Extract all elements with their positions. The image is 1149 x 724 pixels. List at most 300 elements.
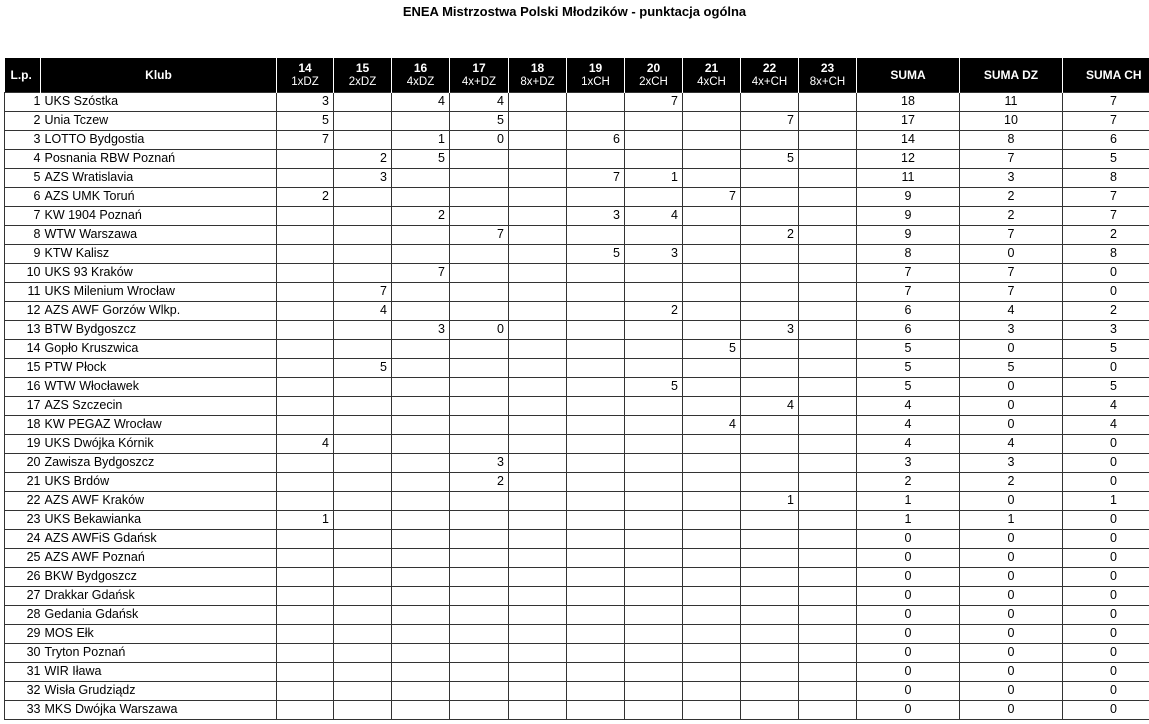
row-points-event-8 bbox=[741, 263, 799, 282]
row-suma-dz: 0 bbox=[960, 567, 1063, 586]
row-points-event-0 bbox=[277, 339, 334, 358]
row-points-event-0 bbox=[277, 168, 334, 187]
table-row bbox=[5, 681, 1149, 700]
row-points-event-3 bbox=[450, 700, 509, 719]
header-event-number: 19 bbox=[588, 60, 603, 75]
row-suma: 0 bbox=[857, 700, 960, 719]
row-lp: 18 bbox=[5, 415, 41, 434]
row-points-event-1 bbox=[334, 510, 392, 529]
row-suma-dz: 3 bbox=[960, 320, 1063, 339]
header-event-number: 14 bbox=[298, 60, 312, 75]
row-points-event-0 bbox=[277, 282, 334, 301]
row-points-event-7 bbox=[683, 168, 741, 187]
row-suma-ch: 2 bbox=[1063, 301, 1149, 320]
row-suma-dz: 0 bbox=[960, 681, 1063, 700]
row-points-event-3 bbox=[450, 491, 509, 510]
row-suma: 7 bbox=[857, 282, 960, 301]
row-points-event-7 bbox=[683, 529, 741, 548]
row-points-event-2 bbox=[392, 662, 450, 681]
row-points-event-7 bbox=[683, 225, 741, 244]
row-suma-ch: 0 bbox=[1063, 624, 1149, 643]
row-points-event-7 bbox=[683, 358, 741, 377]
row-points-event-0 bbox=[277, 396, 334, 415]
row-suma-ch: 1 bbox=[1063, 491, 1149, 510]
row-points-event-2 bbox=[392, 244, 450, 263]
row-points-event-1 bbox=[334, 339, 392, 358]
row-suma-dz: 0 bbox=[960, 662, 1063, 681]
row-points-event-2 bbox=[392, 510, 450, 529]
row-club: UKS Dwójka Kórnik bbox=[41, 434, 277, 453]
row-points-event-4 bbox=[509, 187, 567, 206]
row-points-event-8 bbox=[741, 605, 799, 624]
header-event-name: 4x+DZ bbox=[461, 75, 497, 88]
row-points-event-8 bbox=[741, 681, 799, 700]
row-points-event-1 bbox=[334, 548, 392, 567]
row-points-event-3: 4 bbox=[450, 92, 509, 111]
row-suma-dz: 7 bbox=[960, 282, 1063, 301]
row-points-event-7 bbox=[683, 396, 741, 415]
row-points-event-8 bbox=[741, 282, 799, 301]
row-points-event-6 bbox=[625, 263, 683, 282]
row-points-event-6 bbox=[625, 415, 683, 434]
row-points-event-6 bbox=[625, 339, 683, 358]
row-points-event-5: 3 bbox=[567, 206, 625, 225]
row-points-event-2 bbox=[392, 396, 450, 415]
row-lp: 15 bbox=[5, 358, 41, 377]
header-event-0 bbox=[277, 58, 334, 92]
row-points-event-9 bbox=[799, 339, 857, 358]
table-row bbox=[5, 586, 1149, 605]
row-points-event-4 bbox=[509, 263, 567, 282]
row-club: AZS AWF Kraków bbox=[41, 491, 277, 510]
row-points-event-9 bbox=[799, 453, 857, 472]
row-points-event-1: 5 bbox=[334, 358, 392, 377]
header-lp: L.p. bbox=[5, 58, 41, 92]
row-suma: 0 bbox=[857, 662, 960, 681]
row-points-event-0 bbox=[277, 149, 334, 168]
row-points-event-0 bbox=[277, 548, 334, 567]
row-points-event-4 bbox=[509, 510, 567, 529]
row-points-event-7 bbox=[683, 92, 741, 111]
table-row bbox=[5, 187, 1149, 206]
row-points-event-5 bbox=[567, 111, 625, 130]
row-points-event-2 bbox=[392, 472, 450, 491]
row-suma-ch: 7 bbox=[1063, 187, 1149, 206]
row-points-event-6 bbox=[625, 681, 683, 700]
row-points-event-2 bbox=[392, 700, 450, 719]
row-points-event-1 bbox=[334, 586, 392, 605]
row-points-event-1 bbox=[334, 681, 392, 700]
table-row bbox=[5, 377, 1149, 396]
row-club: AZS Wratislavia bbox=[41, 168, 277, 187]
row-suma: 12 bbox=[857, 149, 960, 168]
row-points-event-4 bbox=[509, 377, 567, 396]
row-suma: 0 bbox=[857, 529, 960, 548]
row-points-event-0 bbox=[277, 681, 334, 700]
row-points-event-5 bbox=[567, 301, 625, 320]
row-points-event-3 bbox=[450, 339, 509, 358]
table-row bbox=[5, 358, 1149, 377]
table-row bbox=[5, 320, 1149, 339]
row-points-event-7 bbox=[683, 206, 741, 225]
row-points-event-5 bbox=[567, 529, 625, 548]
row-club: UKS Szóstka bbox=[41, 92, 277, 111]
row-points-event-5 bbox=[567, 263, 625, 282]
row-points-event-2: 4 bbox=[392, 92, 450, 111]
row-suma-ch: 4 bbox=[1063, 415, 1149, 434]
row-points-event-3: 2 bbox=[450, 472, 509, 491]
row-points-event-8: 2 bbox=[741, 225, 799, 244]
row-points-event-4 bbox=[509, 168, 567, 187]
row-points-event-6 bbox=[625, 130, 683, 149]
row-points-event-4 bbox=[509, 358, 567, 377]
row-points-event-8 bbox=[741, 453, 799, 472]
row-points-event-4 bbox=[509, 320, 567, 339]
row-points-event-9 bbox=[799, 377, 857, 396]
row-suma-dz: 1 bbox=[960, 510, 1063, 529]
table-row bbox=[5, 301, 1149, 320]
row-lp: 16 bbox=[5, 377, 41, 396]
row-points-event-5 bbox=[567, 643, 625, 662]
row-points-event-5 bbox=[567, 662, 625, 681]
row-lp: 4 bbox=[5, 149, 41, 168]
row-suma-ch: 0 bbox=[1063, 472, 1149, 491]
header-event-number: 20 bbox=[646, 60, 661, 75]
row-lp: 3 bbox=[5, 130, 41, 149]
row-points-event-8 bbox=[741, 206, 799, 225]
header-event-name: 2xDZ bbox=[348, 75, 377, 88]
row-points-event-4 bbox=[509, 339, 567, 358]
row-lp: 26 bbox=[5, 567, 41, 586]
row-lp: 1 bbox=[5, 92, 41, 111]
row-points-event-8 bbox=[741, 472, 799, 491]
row-points-event-7 bbox=[683, 491, 741, 510]
row-suma-ch: 4 bbox=[1063, 396, 1149, 415]
header-event-name: 8x+DZ bbox=[520, 75, 555, 88]
row-lp: 2 bbox=[5, 111, 41, 130]
row-points-event-0 bbox=[277, 244, 334, 263]
table-row bbox=[5, 168, 1149, 187]
row-points-event-6 bbox=[625, 396, 683, 415]
row-points-event-2: 5 bbox=[392, 149, 450, 168]
row-points-event-6 bbox=[625, 282, 683, 301]
header-event-1 bbox=[334, 58, 392, 92]
row-points-event-9 bbox=[799, 529, 857, 548]
row-points-event-9 bbox=[799, 643, 857, 662]
row-points-event-3 bbox=[450, 529, 509, 548]
row-suma-dz: 5 bbox=[960, 358, 1063, 377]
row-points-event-4 bbox=[509, 111, 567, 130]
table-row bbox=[5, 662, 1149, 681]
row-club: AZS UMK Toruń bbox=[41, 187, 277, 206]
header-event-9 bbox=[799, 58, 857, 92]
row-points-event-0 bbox=[277, 453, 334, 472]
row-points-event-6 bbox=[625, 225, 683, 244]
table-row bbox=[5, 111, 1149, 130]
table-row bbox=[5, 643, 1149, 662]
row-points-event-7 bbox=[683, 567, 741, 586]
row-suma: 9 bbox=[857, 206, 960, 225]
row-points-event-1 bbox=[334, 244, 392, 263]
row-points-event-6 bbox=[625, 624, 683, 643]
row-suma: 5 bbox=[857, 339, 960, 358]
row-points-event-4 bbox=[509, 149, 567, 168]
header-event-name: 1xDZ bbox=[291, 75, 319, 88]
table-row bbox=[5, 92, 1149, 111]
row-points-event-9 bbox=[799, 301, 857, 320]
row-club: Unia Tczew bbox=[41, 111, 277, 130]
row-points-event-2: 2 bbox=[392, 206, 450, 225]
row-points-event-0 bbox=[277, 263, 334, 282]
row-points-event-3 bbox=[450, 548, 509, 567]
row-points-event-8 bbox=[741, 339, 799, 358]
row-points-event-7 bbox=[683, 548, 741, 567]
header-event-number: 17 bbox=[472, 60, 486, 75]
row-points-event-2 bbox=[392, 168, 450, 187]
header-row bbox=[5, 58, 1149, 92]
row-points-event-8 bbox=[741, 130, 799, 149]
row-points-event-8 bbox=[741, 567, 799, 586]
row-points-event-7 bbox=[683, 624, 741, 643]
row-points-event-7 bbox=[683, 130, 741, 149]
row-suma-dz: 0 bbox=[960, 529, 1063, 548]
row-points-event-7 bbox=[683, 586, 741, 605]
row-points-event-3: 3 bbox=[450, 453, 509, 472]
page-title: ENEA Mistrzostwa Polski Młodzików - punktacja ogólna bbox=[402, 4, 747, 19]
row-points-event-7 bbox=[683, 149, 741, 168]
row-suma: 5 bbox=[857, 377, 960, 396]
table-row bbox=[5, 510, 1149, 529]
row-points-event-6: 3 bbox=[625, 244, 683, 263]
row-points-event-6 bbox=[625, 149, 683, 168]
table-row bbox=[5, 624, 1149, 643]
row-points-event-3 bbox=[450, 206, 509, 225]
row-suma-dz: 0 bbox=[960, 415, 1063, 434]
row-suma: 4 bbox=[857, 434, 960, 453]
row-points-event-9 bbox=[799, 168, 857, 187]
header-event-number: 18 bbox=[530, 60, 545, 75]
row-suma-ch: 0 bbox=[1063, 263, 1149, 282]
row-suma: 9 bbox=[857, 187, 960, 206]
table-row bbox=[5, 491, 1149, 510]
row-points-event-6 bbox=[625, 662, 683, 681]
row-lp: 12 bbox=[5, 301, 41, 320]
row-points-event-7 bbox=[683, 320, 741, 339]
row-suma: 5 bbox=[857, 358, 960, 377]
row-lp: 8 bbox=[5, 225, 41, 244]
row-club: WIR Iława bbox=[41, 662, 277, 681]
row-lp: 22 bbox=[5, 491, 41, 510]
row-points-event-8 bbox=[741, 187, 799, 206]
row-club: KW PEGAZ Wrocław bbox=[41, 415, 277, 434]
row-points-event-1: 3 bbox=[334, 168, 392, 187]
row-points-event-9 bbox=[799, 662, 857, 681]
header-event-name: 4x+CH bbox=[751, 75, 788, 88]
row-points-event-4 bbox=[509, 624, 567, 643]
row-points-event-1 bbox=[334, 111, 392, 130]
row-points-event-8 bbox=[741, 643, 799, 662]
row-suma-dz: 0 bbox=[960, 491, 1063, 510]
row-points-event-9 bbox=[799, 358, 857, 377]
row-points-event-2 bbox=[392, 586, 450, 605]
row-club: AZS Szczecin bbox=[41, 396, 277, 415]
row-points-event-5 bbox=[567, 453, 625, 472]
row-suma-ch: 0 bbox=[1063, 548, 1149, 567]
standings-table bbox=[4, 58, 1149, 720]
row-suma-dz: 7 bbox=[960, 263, 1063, 282]
header-suma-dz: SUMA DZ bbox=[960, 58, 1063, 92]
row-points-event-0 bbox=[277, 320, 334, 339]
row-points-event-5 bbox=[567, 187, 625, 206]
row-lp: 30 bbox=[5, 643, 41, 662]
row-points-event-3: 0 bbox=[450, 320, 509, 339]
row-points-event-1 bbox=[334, 491, 392, 510]
row-points-event-9 bbox=[799, 434, 857, 453]
row-points-event-1 bbox=[334, 453, 392, 472]
row-points-event-3: 0 bbox=[450, 130, 509, 149]
row-points-event-5 bbox=[567, 700, 625, 719]
row-points-event-9 bbox=[799, 396, 857, 415]
row-points-event-1 bbox=[334, 130, 392, 149]
header-club: Klub bbox=[41, 58, 277, 92]
table-row bbox=[5, 130, 1149, 149]
row-points-event-3 bbox=[450, 187, 509, 206]
row-points-event-8: 7 bbox=[741, 111, 799, 130]
row-club: AZS AWFiS Gdańsk bbox=[41, 529, 277, 548]
row-suma: 1 bbox=[857, 491, 960, 510]
header-event-7 bbox=[683, 58, 741, 92]
row-points-event-1 bbox=[334, 320, 392, 339]
row-points-event-5 bbox=[567, 396, 625, 415]
row-suma-dz: 0 bbox=[960, 377, 1063, 396]
row-suma-ch: 0 bbox=[1063, 453, 1149, 472]
row-suma-ch: 0 bbox=[1063, 700, 1149, 719]
row-points-event-6: 4 bbox=[625, 206, 683, 225]
row-suma-dz: 2 bbox=[960, 206, 1063, 225]
row-suma: 0 bbox=[857, 681, 960, 700]
row-points-event-9 bbox=[799, 491, 857, 510]
header-event-name: 1xCH bbox=[581, 75, 610, 88]
row-points-event-5 bbox=[567, 681, 625, 700]
row-points-event-4 bbox=[509, 434, 567, 453]
row-points-event-7: 7 bbox=[683, 187, 741, 206]
row-points-event-5 bbox=[567, 92, 625, 111]
row-suma: 8 bbox=[857, 244, 960, 263]
row-suma-dz: 0 bbox=[960, 586, 1063, 605]
row-club: LOTTO Bydgostia bbox=[41, 130, 277, 149]
row-suma-ch: 8 bbox=[1063, 244, 1149, 263]
row-points-event-5 bbox=[567, 282, 625, 301]
row-points-event-9 bbox=[799, 225, 857, 244]
row-points-event-8 bbox=[741, 92, 799, 111]
row-points-event-4 bbox=[509, 567, 567, 586]
row-suma: 6 bbox=[857, 320, 960, 339]
row-points-event-9 bbox=[799, 263, 857, 282]
row-points-event-7 bbox=[683, 282, 741, 301]
table-row bbox=[5, 263, 1149, 282]
row-suma-ch: 3 bbox=[1063, 320, 1149, 339]
row-points-event-4 bbox=[509, 662, 567, 681]
row-points-event-3 bbox=[450, 681, 509, 700]
table-row bbox=[5, 567, 1149, 586]
row-suma: 0 bbox=[857, 567, 960, 586]
row-points-event-4 bbox=[509, 529, 567, 548]
row-suma-dz: 0 bbox=[960, 700, 1063, 719]
row-suma-ch: 0 bbox=[1063, 358, 1149, 377]
row-points-event-1 bbox=[334, 396, 392, 415]
row-points-event-3 bbox=[450, 168, 509, 187]
table-row bbox=[5, 605, 1149, 624]
row-points-event-1 bbox=[334, 567, 392, 586]
row-points-event-3 bbox=[450, 605, 509, 624]
row-points-event-3 bbox=[450, 244, 509, 263]
row-points-event-8: 1 bbox=[741, 491, 799, 510]
table-row bbox=[5, 225, 1149, 244]
row-points-event-4 bbox=[509, 415, 567, 434]
row-suma-dz: 7 bbox=[960, 225, 1063, 244]
row-lp: 19 bbox=[5, 434, 41, 453]
row-points-event-1 bbox=[334, 662, 392, 681]
row-points-event-0 bbox=[277, 415, 334, 434]
row-points-event-6 bbox=[625, 187, 683, 206]
row-points-event-9 bbox=[799, 586, 857, 605]
row-points-event-7 bbox=[683, 662, 741, 681]
row-points-event-0: 1 bbox=[277, 510, 334, 529]
row-suma-dz: 8 bbox=[960, 130, 1063, 149]
row-points-event-7 bbox=[683, 700, 741, 719]
row-points-event-7 bbox=[683, 244, 741, 263]
row-suma-dz: 0 bbox=[960, 624, 1063, 643]
row-points-event-9 bbox=[799, 624, 857, 643]
row-points-event-1 bbox=[334, 624, 392, 643]
table-row bbox=[5, 282, 1149, 301]
row-suma-ch: 2 bbox=[1063, 225, 1149, 244]
row-points-event-5: 6 bbox=[567, 130, 625, 149]
row-suma-dz: 11 bbox=[960, 92, 1063, 111]
row-points-event-0 bbox=[277, 529, 334, 548]
row-suma-ch: 0 bbox=[1063, 434, 1149, 453]
row-points-event-4 bbox=[509, 548, 567, 567]
row-club: MKS Dwójka Warszawa bbox=[41, 700, 277, 719]
row-points-event-2 bbox=[392, 111, 450, 130]
row-suma: 18 bbox=[857, 92, 960, 111]
row-points-event-9 bbox=[799, 187, 857, 206]
header-event-name: 4xCH bbox=[697, 75, 726, 88]
table-row bbox=[5, 453, 1149, 472]
row-suma: 7 bbox=[857, 263, 960, 282]
row-points-event-8: 4 bbox=[741, 396, 799, 415]
row-points-event-8 bbox=[741, 244, 799, 263]
row-points-event-3 bbox=[450, 301, 509, 320]
row-points-event-5 bbox=[567, 415, 625, 434]
row-points-event-5 bbox=[567, 358, 625, 377]
row-club: UKS 93 Kraków bbox=[41, 263, 277, 282]
row-lp: 11 bbox=[5, 282, 41, 301]
row-points-event-6 bbox=[625, 491, 683, 510]
table-row bbox=[5, 396, 1149, 415]
row-points-event-2 bbox=[392, 567, 450, 586]
row-points-event-0 bbox=[277, 377, 334, 396]
row-points-event-0 bbox=[277, 491, 334, 510]
row-points-event-8 bbox=[741, 624, 799, 643]
row-points-event-4 bbox=[509, 605, 567, 624]
row-points-event-9 bbox=[799, 510, 857, 529]
row-points-event-4 bbox=[509, 130, 567, 149]
row-lp: 14 bbox=[5, 339, 41, 358]
row-points-event-3 bbox=[450, 662, 509, 681]
row-points-event-3 bbox=[450, 586, 509, 605]
row-points-event-9 bbox=[799, 130, 857, 149]
